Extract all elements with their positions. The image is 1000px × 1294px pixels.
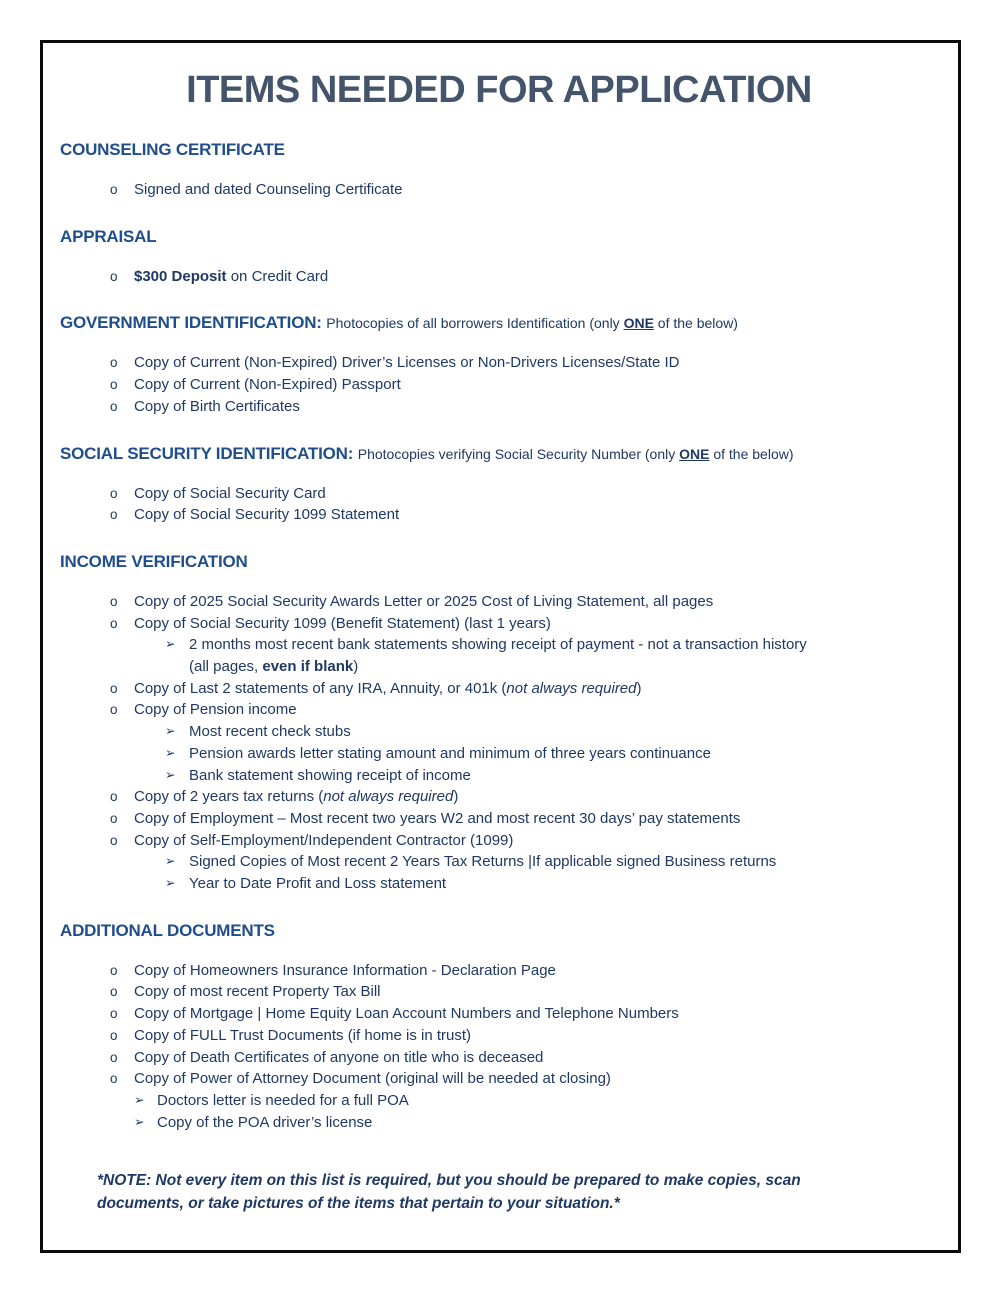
- section-government-identification: [60, 312, 938, 417]
- list-item-text: Copy of Death Certificates of anyone on title who is deceased: [134, 1048, 544, 1066]
- list-item-text: Copy of Social Security 1099 Statement: [134, 506, 400, 524]
- circle-bullet-icon: o: [110, 377, 118, 393]
- section-appraisal: [60, 226, 938, 288]
- circle-bullet-icon: o: [110, 962, 118, 978]
- section-income-verification: [60, 551, 938, 895]
- list-item-text: Copy of Social Security Card: [134, 484, 326, 502]
- list-item: [60, 830, 938, 852]
- list-item-text: Copy of the POA driver’s license: [157, 1113, 373, 1131]
- list-item-text: Copy of most recent Property Tax Bill: [134, 983, 381, 1001]
- list-item-text: Copy of Current (Non-Expired) Passport: [134, 376, 401, 394]
- list-item-text: Copy of 2025 Social Security Awards Letter or 2025 Cost of Living Statement, all pages: [134, 592, 714, 610]
- list-item: [60, 1025, 938, 1047]
- list-item-text: Bank statement showing receipt of income: [189, 766, 471, 784]
- circle-bullet-icon: o: [110, 789, 118, 805]
- list-item: [60, 960, 938, 982]
- section-heading: GOVERNMENT IDENTIFICATION: Photocopies of all borrowers Identification (only ONE of the below): [60, 313, 738, 333]
- list-item-text: Copy of Pension income: [134, 701, 297, 719]
- list-item-text: 2 months most recent bank statements showing receipt of payment - not a transaction history (all pages, even if blank): [189, 636, 807, 676]
- arrow-bullet-icon: ➢: [165, 637, 176, 652]
- circle-bullet-icon: o: [110, 1049, 118, 1065]
- arrow-bullet-icon: ➢: [134, 1114, 145, 1129]
- circle-bullet-icon: o: [110, 832, 118, 848]
- section-heading: COUNSELING CERTIFICATE: [60, 140, 285, 159]
- list-item-text: Copy of FULL Trust Documents (if home is in trust): [134, 1026, 472, 1044]
- list-item-text: Copy of Current (Non-Expired) Driver’s Licenses or Non-Drivers Licenses/State ID: [134, 354, 680, 372]
- list-item-text: Copy of Mortgage | Home Equity Loan Account Numbers and Telephone Numbers: [134, 1005, 679, 1023]
- list-item-text: Signed Copies of Most recent 2 Years Tax Returns |If applicable signed Business returns: [189, 853, 777, 871]
- list-item: [60, 786, 938, 808]
- circle-bullet-icon: o: [110, 485, 118, 501]
- circle-bullet-icon: o: [110, 984, 118, 1000]
- list-item: [60, 981, 938, 1003]
- circle-bullet-icon: o: [110, 702, 118, 718]
- list-item: [60, 374, 938, 396]
- document-content: [43, 43, 958, 1215]
- arrow-bullet-icon: ➢: [165, 854, 176, 869]
- arrow-bullet-icon: ➢: [165, 724, 176, 739]
- list-item: [60, 1047, 938, 1069]
- list-item: [60, 179, 938, 201]
- sub-list-item: [60, 634, 938, 677]
- document-title: ITEMS NEEDED FOR APPLICATION: [186, 69, 812, 111]
- circle-bullet-icon: o: [110, 680, 118, 696]
- section-heading-suffix: Photocopies of all borrowers Identification (only ONE of the below): [326, 315, 738, 332]
- arrow-bullet-icon: ➢: [165, 767, 176, 782]
- circle-bullet-icon: o: [110, 398, 118, 414]
- section-heading: SOCIAL SECURITY IDENTIFICATION: Photocopies verifying Social Security Number (only ONE of the below): [60, 443, 794, 463]
- sub-list-item: [60, 851, 938, 873]
- list-item: [60, 266, 938, 288]
- section-social-security-identification: [60, 443, 938, 526]
- list-item-text: Pension awards letter stating amount and minimum of three years continuance: [189, 744, 711, 762]
- list-item: [60, 808, 938, 830]
- list-item-text: Copy of Power of Attorney Document (original will be needed at closing): [134, 1070, 611, 1088]
- list-item: [60, 1068, 938, 1090]
- sub-list-item: [60, 743, 938, 765]
- circle-bullet-icon: o: [110, 355, 118, 371]
- circle-bullet-icon: o: [110, 507, 118, 523]
- section-counseling-certificate: [60, 139, 938, 201]
- list-item-text: Copy of Self-Employment/Independent Contractor (1099): [134, 831, 514, 849]
- arrow-bullet-icon: ➢: [134, 1092, 145, 1107]
- list-item: [60, 504, 938, 526]
- sub-list-item: [60, 873, 938, 895]
- list-item-text: Copy of Birth Certificates: [134, 397, 300, 415]
- list-item-text: Signed and dated Counseling Certificate: [134, 181, 403, 198]
- circle-bullet-icon: o: [110, 1027, 118, 1043]
- list-item: [60, 613, 938, 635]
- sub-list-item: [60, 765, 938, 787]
- circle-bullet-icon: o: [110, 810, 118, 826]
- circle-bullet-icon: o: [110, 593, 118, 609]
- list-item-text: Copy of Last 2 statements of any IRA, Annuity, or 401k (not always required): [134, 679, 642, 697]
- section-heading-suffix: Photocopies verifying Social Security Number (only ONE of the below): [357, 445, 794, 462]
- document-page: [40, 40, 961, 1253]
- sub-list-item: [60, 1112, 938, 1134]
- list-item: [60, 396, 938, 418]
- list-item: [60, 1003, 938, 1025]
- circle-bullet-icon: o: [110, 1071, 118, 1087]
- list-item-text: Most recent check stubs: [189, 723, 351, 741]
- list-item-text: Doctors letter is needed for a full POA: [157, 1091, 409, 1109]
- list-item-text: $300 Deposit on Credit Card: [134, 267, 329, 285]
- list-item-text: Copy of Homeowners Insurance Information - Declaration Page: [134, 961, 556, 979]
- section-additional-documents: [60, 920, 938, 1134]
- list-item-text: Copy of Social Security 1099 (Benefit Statement) (last 1 years): [134, 614, 551, 632]
- section-heading: ADDITIONAL DOCUMENTS: [60, 920, 275, 940]
- section-heading: INCOME VERIFICATION: [60, 551, 248, 571]
- arrow-bullet-icon: ➢: [165, 876, 176, 891]
- arrow-bullet-icon: ➢: [165, 745, 176, 760]
- list-item-text: Year to Date Profit and Loss statement: [189, 875, 447, 893]
- list-item: [60, 352, 938, 374]
- list-item: [60, 678, 938, 700]
- circle-bullet-icon: o: [110, 268, 118, 284]
- list-item: [60, 591, 938, 613]
- section-heading: APPRAISAL: [60, 226, 157, 246]
- sub-list-item: [60, 1090, 938, 1112]
- circle-bullet-icon: o: [110, 615, 118, 631]
- list-item: [60, 483, 938, 505]
- list-item-text: Copy of 2 years tax returns (not always required): [134, 788, 459, 806]
- list-item: [60, 699, 938, 721]
- footnote: *NOTE: Not every item on this list is required, but you should be prepared to make copies, scan documents, or take pictures of the items that pertain to your situation.*: [97, 1172, 801, 1213]
- list-item-text: Copy of Employment – Most recent two years W2 and most recent 30 days’ pay statements: [134, 809, 741, 827]
- circle-bullet-icon: o: [110, 1006, 118, 1022]
- sub-list-item: [60, 721, 938, 743]
- circle-bullet-icon: o: [110, 182, 118, 197]
